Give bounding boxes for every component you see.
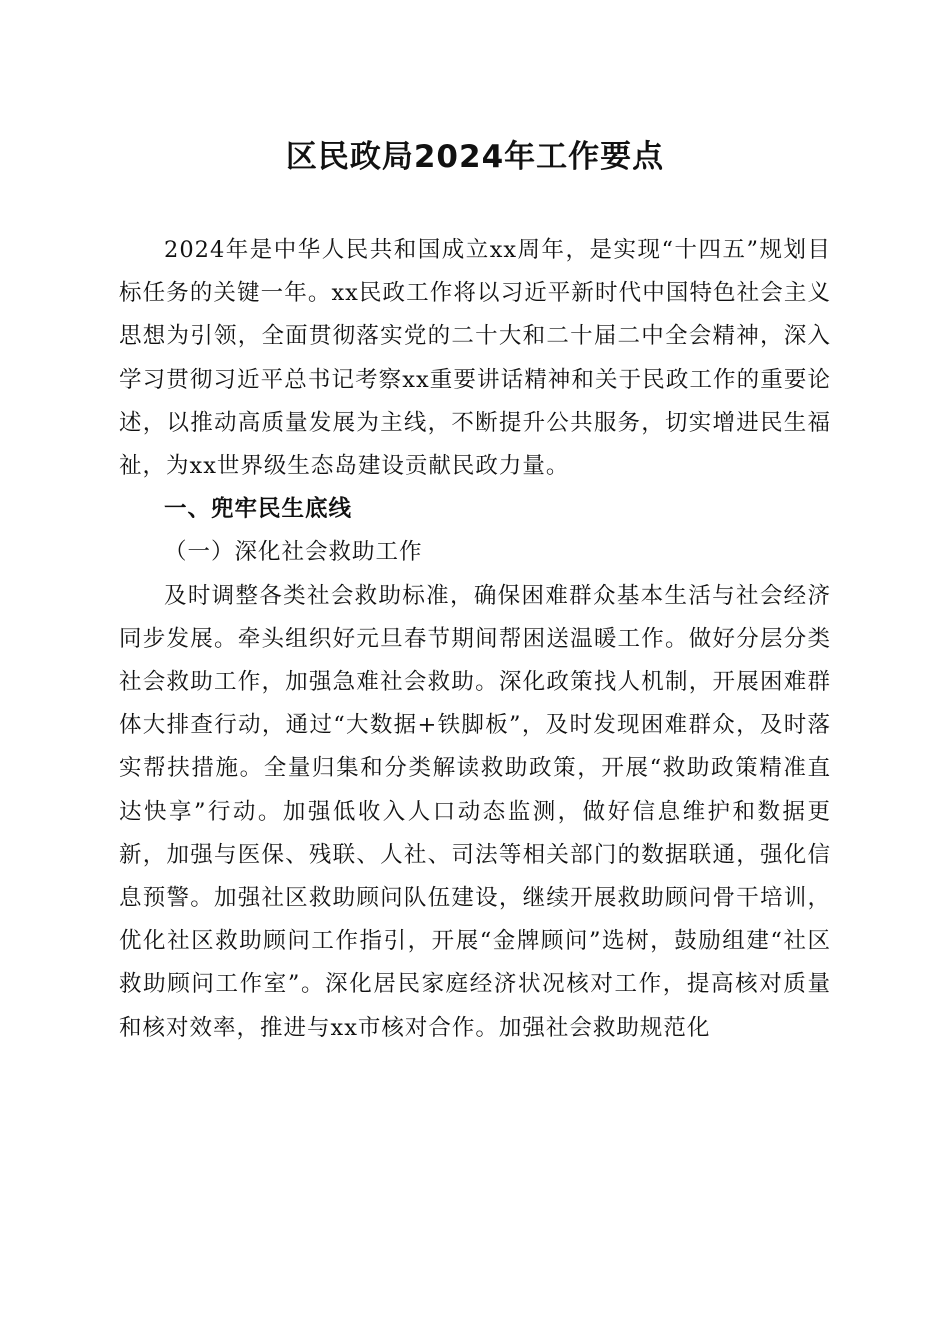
subsection-heading: （一）深化社会救助工作 [164,539,423,566]
document-title: 区民政局2024年工作要点 [285,139,665,175]
subsection-paragraph: 及时调整各类社会救助标准，确保困难群众基本生活与社会经济同步发展。牵头组织好元旦春节期间帮困送温暖工作。做好分层分类社会救助工作，加强急难社会救助。深化政策找人机制，开展困难群体大排查行动，通过“大数据+铁脚板”，及时发现困难群众，及时落实帮扶措施。全量归集和分类解读救助政策，开展“救助政策精准直达快享”行动。加强低收入人口动态监测，做好信息维护和数据更新，加强与医保、残联、人社、司法等相关部门的数据联通，强化信息预警。加强社区救助顾问队伍建设，继续开展救助顾问骨干培训，优化社区救助顾问工作指引，开展“金牌顾问”选树，鼓励组建“社区救助顾问工作室”。深化居民家庭经济状况核对工作，提高核对质量和核对效率，推进与xx市核对合作。加强社会救助规范化 [119,582,831,1041]
intro-paragraph: 2024年是中华人民共和国成立xx周年，是实现“十四五”规划目标任务的关键一年。xx民政工作将以习近平新时代中国特色社会主义思想为引领，全面贯彻落实党的二十大和二十届二中全会精神，深入学习贯彻习近平总书记考察xx重要讲话精神和关于民政工作的重要论述，以推动高质量发展为主线，不断提升公共服务，切实增进民生福祉，为xx世界级生态岛建设贡献民政力量。 [119,237,831,480]
section-heading: 一、兜牢民生底线 [164,496,353,523]
document-body [119,229,831,1050]
